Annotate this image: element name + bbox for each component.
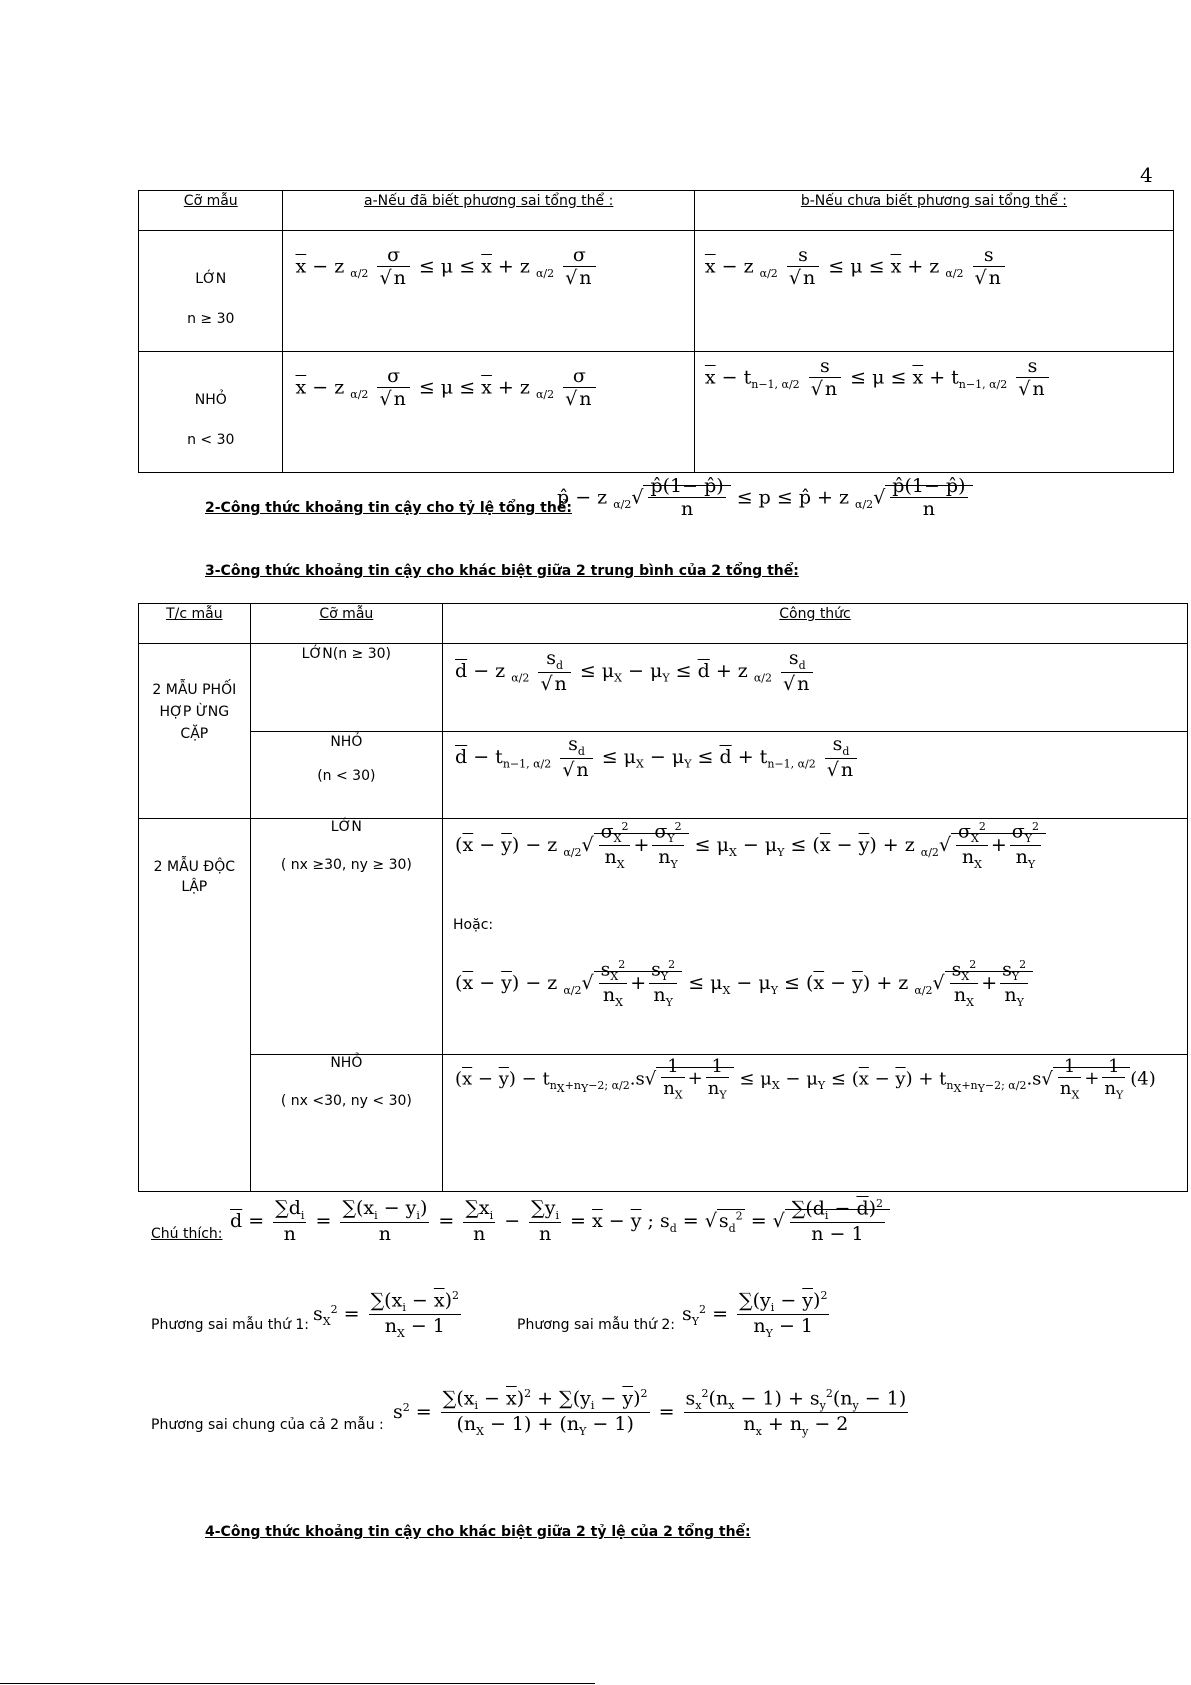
t2-formula-paired-small: $\overline{d} - t_{n-1, \alpha/2}$ $\frac{s_d}{√ n}$ ≤ $\mu_X - \mu_Y \le \overline{d} + t_{n-1, \alpha/2}$ $\frac{s_d}{√ n}$	[443, 732, 1188, 819]
table-mean-ci	[138, 190, 1174, 473]
var2-formula: $s_Y^2$ = $\frac{\sum(y_i - \overline{y})^2}{n_Y - 1}$	[682, 1289, 828, 1341]
t1-formula-known-large: $\overline{x} - z$ $_{\alpha/2}$ $\frac{\sigma}{√ n}$ ≤ $\mu \le \overline{x} + z$ $_{\alpha/2}$ $\frac{\sigma}{√ n}$	[283, 231, 694, 352]
t2-header-size: Cỡ mẫu	[250, 604, 442, 644]
t1-formula-unknown-large: $\overline{x} - z$ $_{\alpha/2}$ $\frac{s}{√ n}$ ≤ $\mu \le \overline{x} + z$ $_{\alpha/2}$ $\frac{s}{√ n}$	[694, 231, 1173, 352]
t2-formula-paired-large: $\overline{d} - z$ $_{\alpha/2}$ $\frac{s_d}{√ n}$ ≤ $\mu_X - \mu_Y \le \overline{d} + z$ $_{\alpha/2}$ $\frac{s_d}{√ n}$	[443, 644, 1188, 732]
t1-row-large	[139, 231, 283, 352]
t2-paired-label: 2 MẪU PHỐI HỢP ỪNG CẶP	[139, 644, 251, 819]
footer-divider	[0, 1683, 595, 1684]
t1-header-known: a-Nếu đã biết phương sai tổng thể :	[283, 191, 694, 231]
note-var1: Phương sai mẫu thứ 1:	[151, 1317, 310, 1333]
proportion-formula: p̂ − z $_{\alpha/2}$√ $\frac{p̂(1- p̂)}{n}$ ≤ p ≤ p̂ + z $_{\alpha/2}$√ $\frac{p̂(1- p̂)}{n}$	[557, 476, 973, 521]
t2-header-type: T/c mẫu	[139, 604, 251, 644]
note-pooled: Phương sai chung của cả 2 mẫu :	[151, 1417, 384, 1433]
note-var2: Phương sai mẫu thứ 2:	[517, 1317, 676, 1333]
t1-small-cond: n < 30	[187, 432, 235, 448]
t1-row-small	[139, 352, 283, 473]
t1-small-label: NHỎ	[194, 392, 227, 408]
t1-formula-unknown-small: $\overline{x} - t_{n-1, \alpha/2}$ $\frac{s}{√ n}$ ≤ $\mu \le \overline{x} + t_{n-1, \alpha/2}$ $\frac{s}{√ n}$	[694, 352, 1173, 473]
section3-title: 3-Công thức khoảng tin cậy cho khác biệt giữa 2 trung bình của 2 tổng thể:	[205, 563, 799, 579]
t1-large-label: LỚN	[195, 271, 227, 287]
or-text: Hoặc:	[453, 917, 494, 933]
t1-formula-known-small: $\overline{x} - z$ $_{\alpha/2}$ $\frac{\sigma}{√ n}$ ≤ $\mu \le \overline{x} + z$ $_{\alpha/2}$ $\frac{\sigma}{√ n}$	[283, 352, 694, 473]
t2-formula-indep-small: $(\overline{x} - \overline{y}) - t_{n_X+n_Y-2; \alpha/2}.s√$ $\frac{1}{n_X}$ + $\frac{1}{n_Y}$ ≤ $\mu_X - \mu_Y \le (\overline{x} - \overline{y}) + t_{n_X+n_Y-2; \alpha/2}.s√$ $\frac{1}{n_X}$ + $\frac{1}{n_Y}$ (4)	[443, 1055, 1188, 1192]
t2-paired-large: LỚN(n ≥ 30)	[250, 644, 442, 732]
t1-header-unknown: b-Nếu chưa biết phương sai tổng thể :	[694, 191, 1173, 231]
t2-header-formula: Công thức	[443, 604, 1188, 644]
section2-title: 2-Công thức khoảng tin cậy cho tỷ lệ tổng thể:	[205, 500, 572, 516]
note-d-formula: $\overline{d}$ = $\frac{\sum d_i}{n}$ = $\frac{\sum(x_i - y_i)}{n}$ = $\frac{\sum x_i}{n}$ − $\frac{\sum y_i}{n}$ = $\overline{x} - \overline{y}$ ; $s_d$ = √ $s_d^2$ = √ $\frac{\sum(d_i - \overline{d})^2}{n - 1}$	[230, 1198, 890, 1246]
var1-formula: $s_X^2$ = $\frac{\sum(x_i - \overline{x})^2}{n_X - 1}$	[313, 1289, 459, 1341]
page-number: 4	[1140, 163, 1153, 187]
t2-formula-indep-large: $(\overline{x} - \overline{y}) - z$ $_{\alpha/2}$√ $\frac{\sigma_X^2}{n_X}$ + $\frac{\sigma_Y^2}{n_Y}$ ≤ $\mu_X - \mu_Y \le (\overline{x} - \overline{y}) + z$ $_{\alpha/2}$√ $\frac{\sigma_X^2}{n_X}$ + $\frac{\sigma_Y^2}{n_Y}$ Hoặc: $(\overline{x} - \overline{y}) - z$ $_{\alpha/2}$√ $\frac{s_X^2}{n_X}$ + $\frac{s_Y^2}{n_Y}$ ≤ $\mu_X - \mu_Y \le (\overline{x} - \overline{y}) + z$ $_{\alpha/2}$√ $\frac{s_X^2}{n_X}$ + $\frac{s_Y^2}{n_Y}$	[443, 819, 1188, 1055]
pooled-formula: $s^2$ = $\frac{\sum(x_i - \overline{x})^2 + \sum(y_i - \overline{y})^2}{(n_X - 1) + (n_Y - 1)}$ = $\frac{s_x^2(n_x - 1) + s_y^2(n_y - 1)}{n_x + n_y - 2}$	[393, 1387, 907, 1439]
t2-indep-large: LỚN ( nx ≥30, ny ≥ 30)	[250, 819, 442, 1055]
t2-paired-small: NHỎ (n < 30)	[250, 732, 442, 819]
t2-indep-small: NHỎ ( nx <30, ny < 30)	[250, 1055, 442, 1192]
section4-title: 4-Công thức khoảng tin cậy cho khác biệt giữa 2 tỷ lệ của 2 tổng thể:	[205, 1524, 751, 1540]
t2-indep-label: 2 MẪU ĐỘC LẬP	[139, 819, 251, 1192]
note-chu-thich: Chú thích:	[151, 1226, 223, 1242]
table-diff-means	[138, 603, 1188, 1192]
t1-header-size: Cỡ mẫu	[139, 191, 283, 231]
t1-large-cond: n ≥ 30	[187, 311, 235, 327]
